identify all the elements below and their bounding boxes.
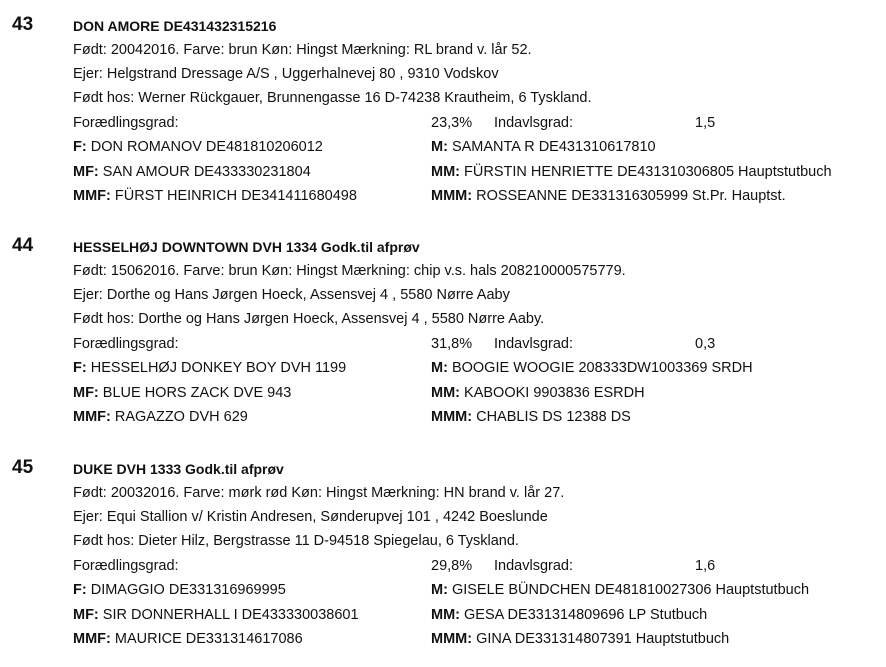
- born-line: Født: 20042016. Farve: brun Køn: Hingst Mærkning: RL brand v. lår 52.: [73, 42, 532, 58]
- pedigree-mf-label: MF:: [73, 164, 99, 180]
- pedigree-mm: [431, 383, 645, 403]
- breeder-line: Født hos: Werner Rückgauer, Brunnengasse 16 D-74238 Krautheim, 6 Tyskland.: [73, 90, 592, 106]
- pedigree-mmf: [73, 407, 248, 427]
- pedigree-mf-value: SIR DONNERHALL I DE433330038601: [102, 607, 359, 623]
- breeding-degree-label: Forædlingsgrad:: [73, 115, 179, 131]
- pedigree-mmf: [73, 629, 303, 649]
- entry-number: 45: [12, 457, 34, 478]
- pedigree-mmf-label: MMF:: [73, 409, 111, 425]
- pedigree-mm-label: MM:: [431, 607, 460, 623]
- pedigree-mmf: [73, 186, 357, 206]
- pedigree-mmf-value: FÜRST HEINRICH DE341411680498: [114, 188, 357, 204]
- pedigree-mf: [73, 605, 359, 625]
- owner-line: Ejer: Dorthe og Hans Jørgen Hoeck, Assensvej 4 , 5580 Nørre Aaby: [73, 287, 510, 303]
- pedigree-mf-label: MF:: [73, 385, 99, 401]
- pedigree-m-value: SAMANTA R DE431310617810: [451, 139, 656, 155]
- entry-title: DON AMORE DE431432315216: [73, 18, 277, 34]
- pedigree-m: [431, 580, 809, 600]
- pedigree-m: [431, 137, 656, 157]
- pedigree-m-label: M:: [431, 582, 448, 598]
- pedigree-f: [73, 580, 286, 600]
- pedigree-mmm-value: CHABLIS DS 12388 DS: [476, 409, 631, 425]
- breeder-line: Født hos: Dorthe og Hans Jørgen Hoeck, Assensvej 4 , 5580 Nørre Aaby.: [73, 311, 545, 327]
- pedigree-mm: [431, 162, 832, 182]
- pedigree-m-value: BOOGIE WOOGIE 208333DW1003369 SRDH: [451, 360, 753, 376]
- pedigree-mm-value: KABOOKI 9903836 ESRDH: [464, 385, 645, 401]
- inbreeding-label: Indavlsgrad:: [494, 336, 573, 352]
- breeding-degree-value: 31,8%: [431, 336, 473, 352]
- pedigree-mmm: [431, 629, 729, 649]
- pedigree-m: [431, 358, 753, 378]
- pedigree-mf: [73, 162, 311, 182]
- pedigree-f: [73, 358, 346, 378]
- entry-title: HESSELHØJ DOWNTOWN DVH 1334 Godk.til afprøv: [73, 239, 420, 255]
- pedigree-f-value: DIMAGGIO DE331316969995: [90, 582, 286, 598]
- pedigree-mf-value: SAN AMOUR DE433330231804: [102, 164, 311, 180]
- owner-line: Ejer: Equi Stallion v/ Kristin Andresen, Sønderupvej 101 , 4242 Boeslunde: [73, 509, 548, 525]
- pedigree-mmm: [431, 407, 631, 427]
- pedigree-mmf-value: RAGAZZO DVH 629: [114, 409, 248, 425]
- entry-title: DUKE DVH 1333 Godk.til afprøv: [73, 461, 284, 477]
- inbreeding-label: Indavlsgrad:: [494, 115, 573, 131]
- breeding-degree-value: 23,3%: [431, 115, 473, 131]
- breeding-degree-value: 29,8%: [431, 558, 473, 574]
- pedigree-m-value: GISELE BÜNDCHEN DE481810027306 Hauptstutbuch: [451, 582, 810, 598]
- pedigree-mm-label: MM:: [431, 164, 460, 180]
- pedigree-mmf-label: MMF:: [73, 188, 111, 204]
- pedigree-mf-value: BLUE HORS ZACK DVE 943: [102, 385, 292, 401]
- pedigree-mmm-label: MMM:: [431, 631, 473, 647]
- pedigree-f-label: F:: [73, 360, 87, 376]
- pedigree-mm-value: FÜRSTIN HENRIETTE DE431310306805 Hauptstutbuch: [464, 164, 832, 180]
- pedigree-mm: [431, 605, 707, 625]
- entry-number: 43: [12, 14, 34, 35]
- born-line: Født: 20032016. Farve: mørk rød Køn: Hingst Mærkning: HN brand v. lår 27.: [73, 485, 565, 501]
- pedigree-mf-label: MF:: [73, 607, 99, 623]
- pedigree-m-label: M:: [431, 139, 448, 155]
- pedigree-mmm-value: GINA DE331314807391 Hauptstutbuch: [476, 631, 730, 647]
- breeding-degree-label: Forædlingsgrad:: [73, 336, 179, 352]
- pedigree-mm-label: MM:: [431, 385, 460, 401]
- breeder-line: Født hos: Dieter Hilz, Bergstrasse 11 D-94518 Spiegelau, 6 Tyskland.: [73, 533, 519, 549]
- entry-number: 44: [12, 235, 34, 256]
- pedigree-mmm-label: MMM:: [431, 409, 473, 425]
- pedigree-mf: [73, 383, 291, 403]
- pedigree-mm-value: GESA DE331314809696 LP Stutbuch: [464, 607, 708, 623]
- pedigree-f-label: F:: [73, 139, 87, 155]
- inbreeding-value: 0,3: [695, 336, 716, 352]
- breeding-degree-label: Forædlingsgrad:: [73, 558, 179, 574]
- pedigree-f-label: F:: [73, 582, 87, 598]
- pedigree-f-value: HESSELHØJ DONKEY BOY DVH 1199: [90, 360, 347, 376]
- pedigree-mmm-label: MMM:: [431, 188, 473, 204]
- owner-line: Ejer: Helgstrand Dressage A/S , Uggerhalnevej 80 , 9310 Vodskov: [73, 66, 499, 82]
- inbreeding-value: 1,5: [695, 115, 716, 131]
- pedigree-mmf-label: MMF:: [73, 631, 111, 647]
- pedigree-f-value: DON ROMANOV DE481810206012: [90, 139, 323, 155]
- inbreeding-value: 1,6: [695, 558, 716, 574]
- pedigree-mmm: [431, 186, 786, 206]
- pedigree-f: [73, 137, 323, 157]
- pedigree-mmm-value: ROSSEANNE DE331316305999 St.Pr. Hauptst.: [476, 188, 786, 204]
- pedigree-mmf-value: MAURICE DE331314617086: [114, 631, 303, 647]
- pedigree-m-label: M:: [431, 360, 448, 376]
- inbreeding-label: Indavlsgrad:: [494, 558, 573, 574]
- born-line: Født: 15062016. Farve: brun Køn: Hingst Mærkning: chip v.s. hals 208210000575779.: [73, 263, 626, 279]
